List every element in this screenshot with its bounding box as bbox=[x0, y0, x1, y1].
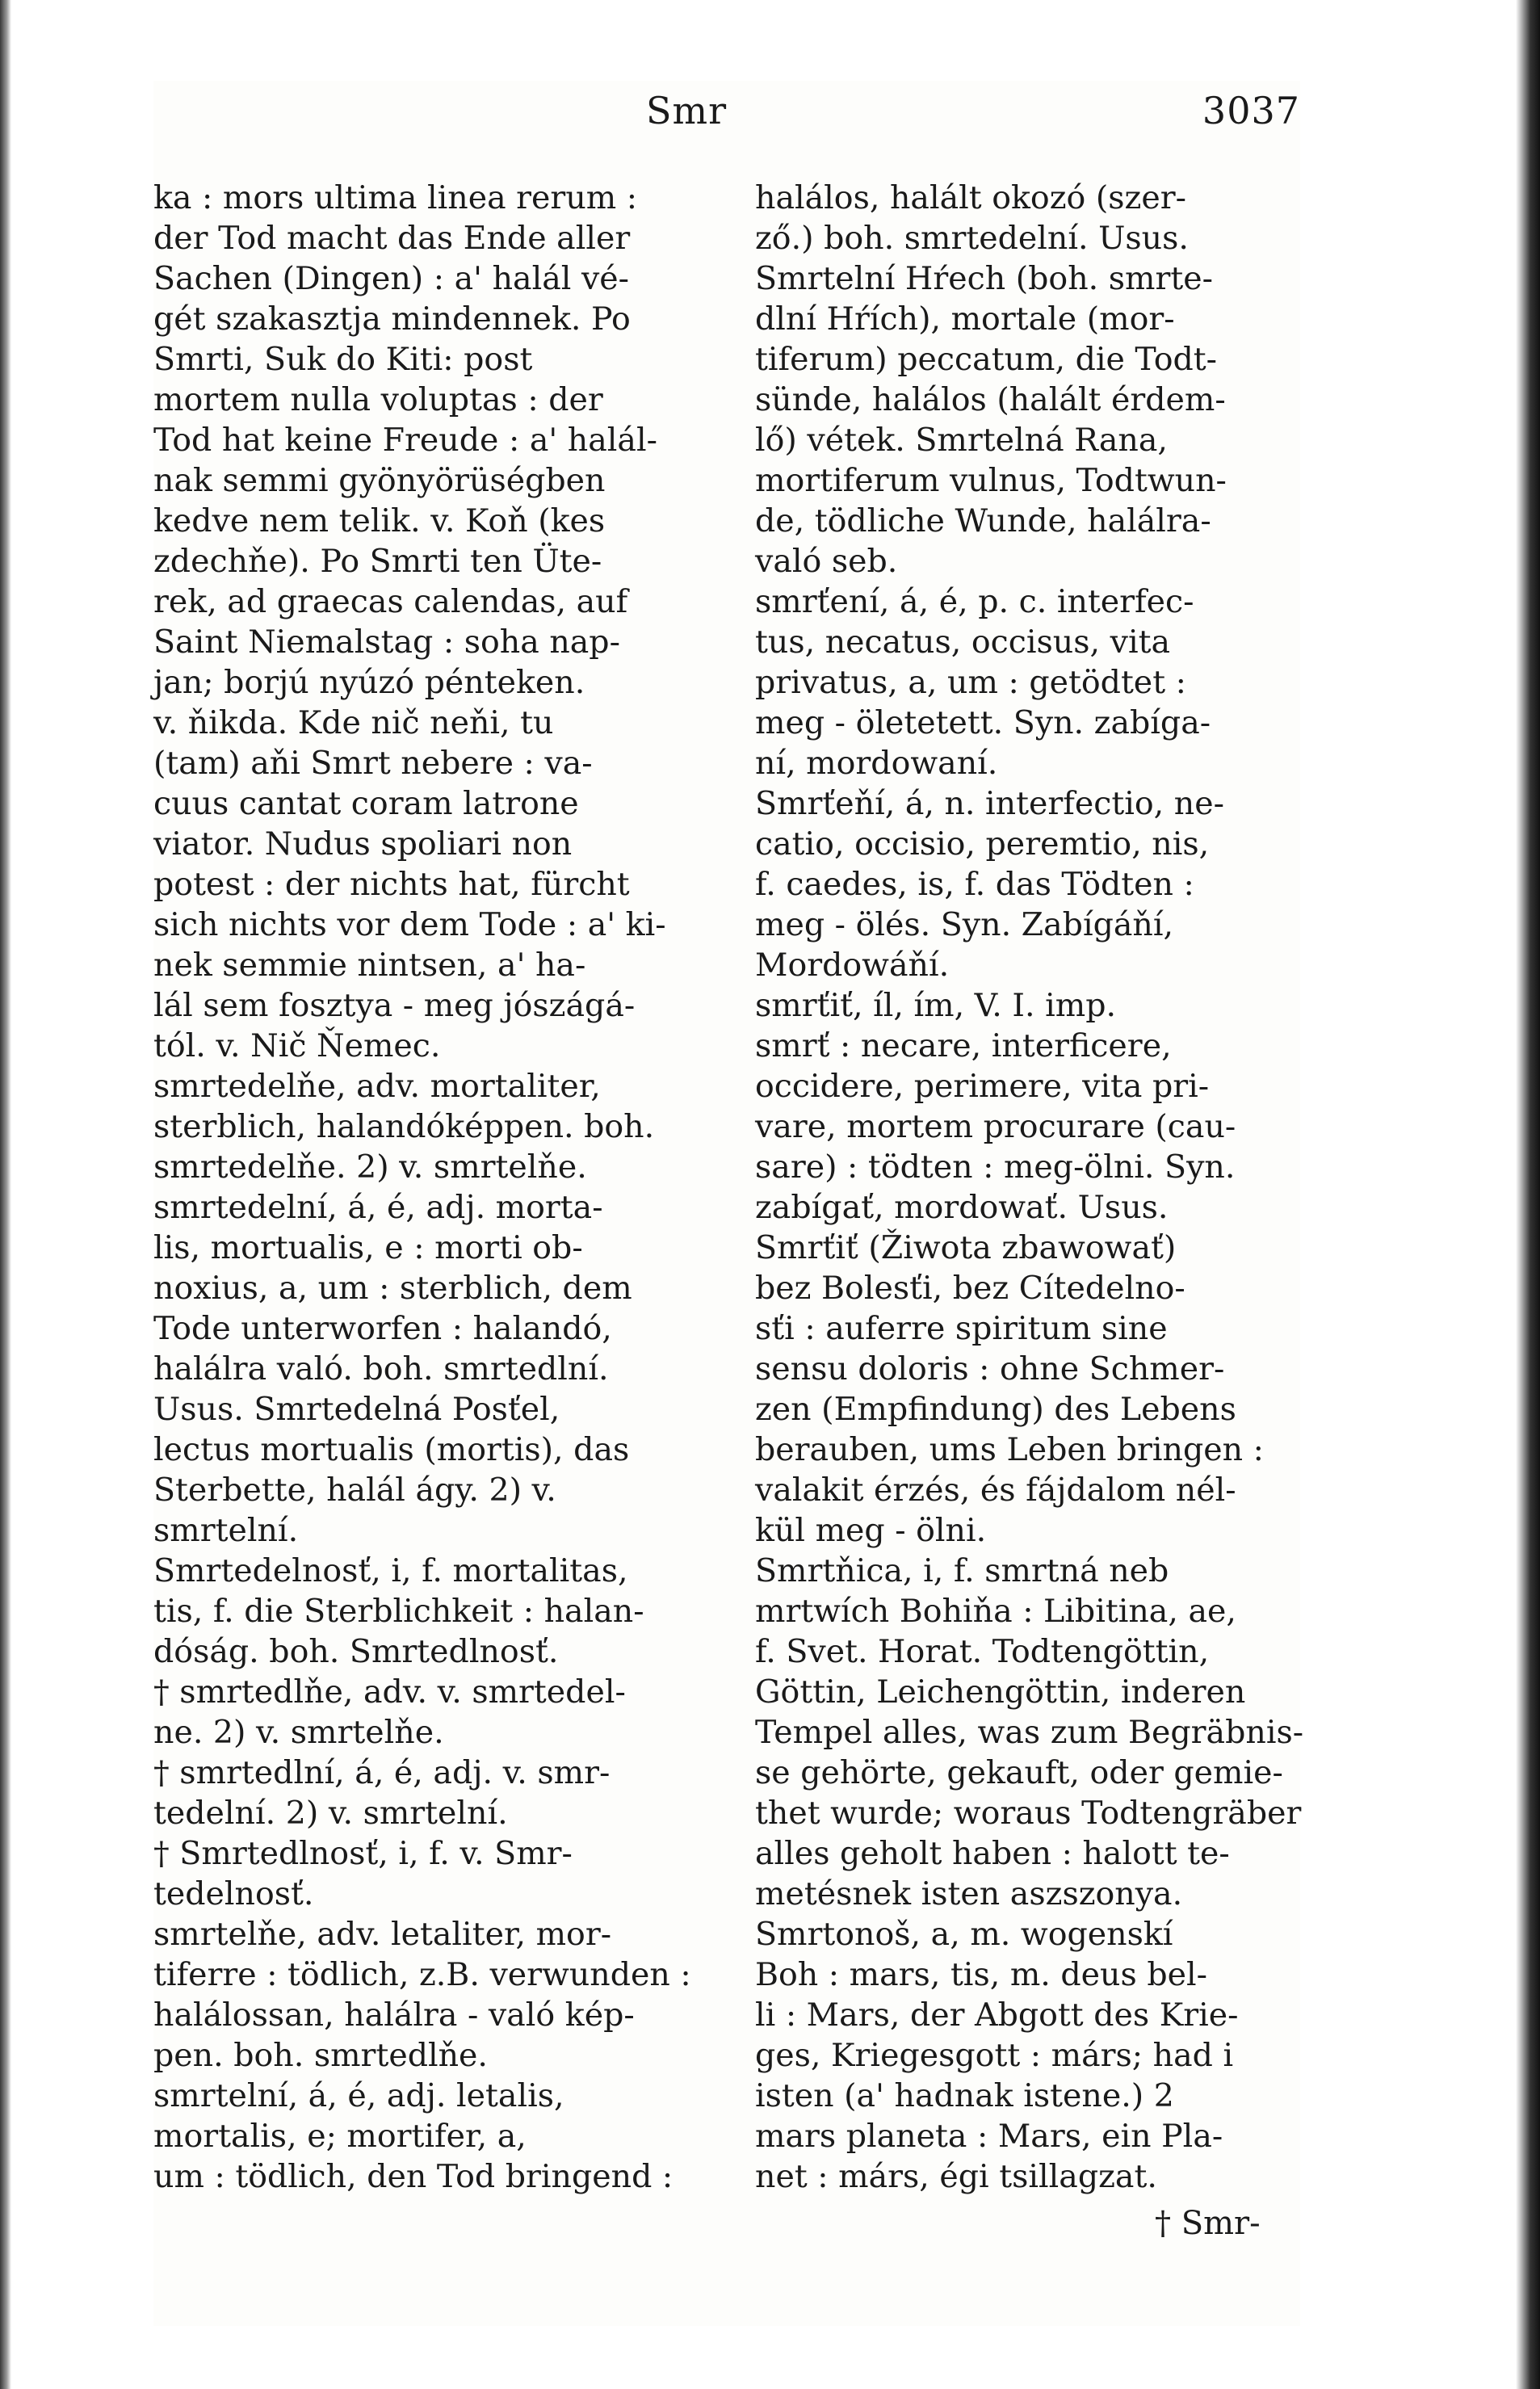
entry-line: Saint Niemalstag : soha nap- bbox=[153, 623, 620, 661]
entry-line: sich nichts vor dem Tode : a' ki- bbox=[153, 906, 666, 943]
entry-line: sťi : auferre spiritum sine bbox=[755, 1310, 1168, 1347]
entry-line: halálos, halált okozó (szer- bbox=[755, 179, 1186, 216]
head-word: Smr bbox=[646, 89, 728, 132]
entry-line: jan; borjú nyúzó pénteken. bbox=[153, 664, 585, 701]
dictionary-entry bbox=[153, 1914, 691, 2076]
dictionary-entry bbox=[153, 1672, 686, 1753]
entry-line: metésnek isten aszszonya. bbox=[755, 1875, 1183, 1912]
entry-line: † smrtedlní, á, é, adj. v. smr- bbox=[153, 1754, 611, 1791]
page-number: 3037 bbox=[1202, 89, 1300, 132]
entry-line: nak semmi gyönyörüségben bbox=[153, 462, 606, 499]
entry-line: kedve nem telik. v. Koň (kes bbox=[153, 502, 606, 540]
entry-line: Sachen (Dingen) : a' halál vé- bbox=[153, 260, 629, 297]
entry-line: meg - öletetett. Syn. zabíga- bbox=[755, 704, 1211, 741]
entry-line: tis, f. die Sterblichkeit : halan- bbox=[153, 1593, 644, 1630]
entry-line: lál sem fosztya - meg jószágá- bbox=[153, 987, 636, 1024]
entry-line: lő) vétek. Smrtelná Rana, bbox=[755, 422, 1168, 459]
running-head bbox=[153, 81, 1300, 153]
entry-line: ní, mordowaní. bbox=[755, 745, 998, 782]
entry-line: mortem nulla voluptas : der bbox=[153, 381, 603, 418]
entry-line: Boh : mars, tis, m. deus bel- bbox=[755, 1956, 1207, 1993]
entry-line: smrtedelňe, adv. mortaliter, bbox=[153, 1068, 601, 1105]
entry-line: Smrtelní Hŕech (boh. smrte- bbox=[755, 260, 1213, 297]
entry-line: Tempel alles, was zum Begräbnis- bbox=[755, 1714, 1304, 1751]
scan-edge-left bbox=[0, 0, 11, 2389]
entry-line: smrtedelní, á, é, adj. morta- bbox=[153, 1189, 603, 1226]
entry-line: um : tödlich, den Tod bringend : bbox=[153, 2158, 673, 2195]
entry-line: halálossan, halálra - való kép- bbox=[153, 1996, 635, 2034]
dictionary-entry bbox=[755, 985, 1288, 1551]
entry-line: ka : mors ultima linea rerum : bbox=[153, 179, 638, 216]
entry-line: rek, ad graecas calendas, auf bbox=[153, 583, 628, 620]
entry-line: tiferre : tödlich, z.B. verwunden : bbox=[153, 1956, 691, 1993]
entry-line: valakit érzés, és fájdalom nél- bbox=[755, 1472, 1236, 1509]
entry-line: Tode unterworfen : halandó, bbox=[153, 1310, 612, 1347]
entry-line: smrť : necare, interficere, bbox=[755, 1027, 1172, 1064]
dictionary-entry bbox=[153, 1753, 686, 1833]
entry-line: net : márs, égi tsillagzat. bbox=[755, 2158, 1157, 2195]
entry-line: smrťiť, íl, ím, V. I. imp. bbox=[755, 987, 1117, 1024]
entry-line: Usus. Smrtedelná Posťel, bbox=[153, 1391, 560, 1428]
entry-line: noxius, a, um : sterblich, dem bbox=[153, 1270, 632, 1307]
entry-line: † smrtedlňe, adv. v. smrtedel- bbox=[153, 1673, 626, 1711]
entry-line: smrtelňe, adv. letaliter, mor- bbox=[153, 1916, 612, 1953]
entry-line: smrťení, á, é, p. c. interfec- bbox=[755, 583, 1194, 620]
entry-line: ző.) boh. smrtedelní. Usus. bbox=[755, 220, 1189, 257]
entry-line: Smrťeňí, á, n. interfectio, ne- bbox=[755, 785, 1224, 822]
entry-line: f. caedes, is, f. das Tödten : bbox=[755, 866, 1194, 903]
entry-line: v. ňikda. Kde nič neňi, tu bbox=[153, 704, 554, 741]
entry-line: zen (Empfindung) des Lebens bbox=[755, 1391, 1236, 1428]
entry-line: mortalis, e; mortifer, a, bbox=[153, 2118, 527, 2155]
dictionary-entry bbox=[755, 1914, 1288, 2197]
entry-line: isten (a' hadnak istene.) 2 bbox=[755, 2077, 1174, 2114]
dictionary-entry bbox=[755, 1551, 1304, 1914]
entry-line: Smrtonoš, a, m. wogenskí bbox=[755, 1916, 1173, 1953]
entry-line: viator. Nudus spoliari non bbox=[153, 825, 573, 863]
entry-line: tus, necatus, occisus, vita bbox=[755, 623, 1171, 661]
entry-line: dóság. boh. Smrtedlnosť. bbox=[153, 1633, 559, 1670]
entry-line: való seb. bbox=[755, 543, 898, 580]
entry-line: tól. v. Nič Ňemec. bbox=[153, 1027, 441, 1064]
entry-line: Smrtňica, i, f. smrtná neb bbox=[755, 1552, 1169, 1589]
entry-line: occidere, perimere, vita pri- bbox=[755, 1068, 1210, 1105]
dictionary-entry bbox=[755, 783, 1288, 985]
dictionary-entry bbox=[153, 178, 686, 1066]
catchword: † Smr- bbox=[1155, 2205, 1261, 2242]
entry-line: li : Mars, der Abgott des Krie- bbox=[755, 1996, 1239, 2034]
entry-line: gét szakasztja mindennek. Po bbox=[153, 300, 631, 338]
entry-line: alles geholt haben : halott te- bbox=[755, 1835, 1230, 1872]
dictionary-entry bbox=[755, 582, 1288, 783]
entry-line: Tod hat keine Freude : a' halál- bbox=[153, 422, 657, 459]
scan-edge-right bbox=[1516, 0, 1540, 2389]
entry-line: Mordowáňí. bbox=[755, 947, 950, 984]
left-column bbox=[153, 178, 691, 2197]
entry-line: privatus, a, um : getödtet : bbox=[755, 664, 1186, 701]
entry-line: cuus cantat coram latrone bbox=[153, 785, 579, 822]
entry-line: zdechňe). Po Smrti ten Üte- bbox=[153, 543, 602, 580]
entry-line: Sterbette, halál ágy. 2) v. bbox=[153, 1472, 556, 1509]
dictionary-entry bbox=[153, 2076, 686, 2197]
entry-line: vare, mortem procurare (cau- bbox=[755, 1108, 1236, 1145]
entry-line: † Smrtedlnosť, i, f. v. Smr- bbox=[153, 1835, 573, 1872]
dictionary-entry bbox=[755, 178, 1288, 582]
dictionary-entry bbox=[153, 1833, 686, 1914]
entry-line: tedelnosť. bbox=[153, 1875, 314, 1912]
entry-line: se gehörte, gekauft, oder gemie- bbox=[755, 1754, 1283, 1791]
entry-line: nek semmie nintsen, a' ha- bbox=[153, 947, 586, 984]
entry-line: mortiferum vulnus, Todtwun- bbox=[755, 462, 1227, 499]
entry-line: Smrti, Suk do Kiti: post bbox=[153, 341, 533, 378]
entry-line: de, tödliche Wunde, halálra- bbox=[755, 502, 1211, 540]
entry-line: sterblich, halandóképpen. boh. bbox=[153, 1108, 655, 1145]
right-column bbox=[755, 178, 1304, 2197]
dictionary-page bbox=[153, 81, 1304, 2326]
entry-line: smrtelní. bbox=[153, 1512, 299, 1549]
entry-line: meg - ölés. Syn. Zabígáňí, bbox=[755, 906, 1174, 943]
entry-line: sünde, halálos (halált érdem- bbox=[755, 381, 1226, 418]
entry-line: dlní Hŕích), mortale (mor- bbox=[755, 300, 1175, 338]
dictionary-entry bbox=[153, 1066, 686, 1187]
entry-line: pen. boh. smrtedlňe. bbox=[153, 2037, 488, 2074]
dictionary-entry bbox=[153, 1187, 686, 1551]
entry-line: mrtwích Bohiňa : Libitina, ae, bbox=[755, 1593, 1236, 1630]
entry-line: potest : der nichts hat, fürcht bbox=[153, 866, 630, 903]
entry-line: bez Bolesťi, bez Cítedelno- bbox=[755, 1270, 1185, 1307]
entry-line: tiferum) peccatum, die Todt- bbox=[755, 341, 1217, 378]
entry-line: lectus mortualis (mortis), das bbox=[153, 1431, 630, 1468]
entry-line: lis, mortualis, e : morti ob- bbox=[153, 1229, 583, 1266]
entry-line: Smrtedelnosť, i, f. mortalitas, bbox=[153, 1552, 628, 1589]
entry-line: smrtedelňe. 2) v. smrtelňe. bbox=[153, 1148, 587, 1186]
entry-line: der Tod macht das Ende aller bbox=[153, 220, 631, 257]
entry-line: zabígať, mordowať. Usus. bbox=[755, 1189, 1169, 1226]
entry-line: halálra való. boh. smrtedlní. bbox=[153, 1350, 609, 1388]
entry-line: Smrťiť (Žiwota zbawowať) bbox=[755, 1229, 1177, 1266]
entry-line: ne. 2) v. smrtelňe. bbox=[153, 1714, 444, 1751]
entry-line: smrtelní, á, é, adj. letalis, bbox=[153, 2077, 564, 2114]
entry-line: berauben, ums Leben bringen : bbox=[755, 1431, 1264, 1468]
entry-line: (tam) aňi Smrt nebere : va- bbox=[153, 745, 593, 782]
entry-line: thet wurde; woraus Todtengräber bbox=[755, 1795, 1302, 1832]
entry-line: Göttin, Leichengöttin, inderen bbox=[755, 1673, 1246, 1711]
entry-line: sare) : tödten : meg-ölni. Syn. bbox=[755, 1148, 1236, 1186]
dictionary-entry bbox=[153, 1551, 686, 1672]
entry-line: sensu doloris : ohne Schmer- bbox=[755, 1350, 1225, 1388]
entry-line: f. Svet. Horat. Todtengöttin, bbox=[755, 1633, 1210, 1670]
entry-line: tedelní. 2) v. smrtelní. bbox=[153, 1795, 508, 1832]
entry-line: ges, Kriegesgott : márs; had i bbox=[755, 2037, 1234, 2074]
entry-line: catio, occisio, peremtio, nis, bbox=[755, 825, 1210, 863]
entry-line: kül meg - ölni. bbox=[755, 1512, 987, 1549]
entry-line: mars planeta : Mars, ein Pla- bbox=[755, 2118, 1223, 2155]
